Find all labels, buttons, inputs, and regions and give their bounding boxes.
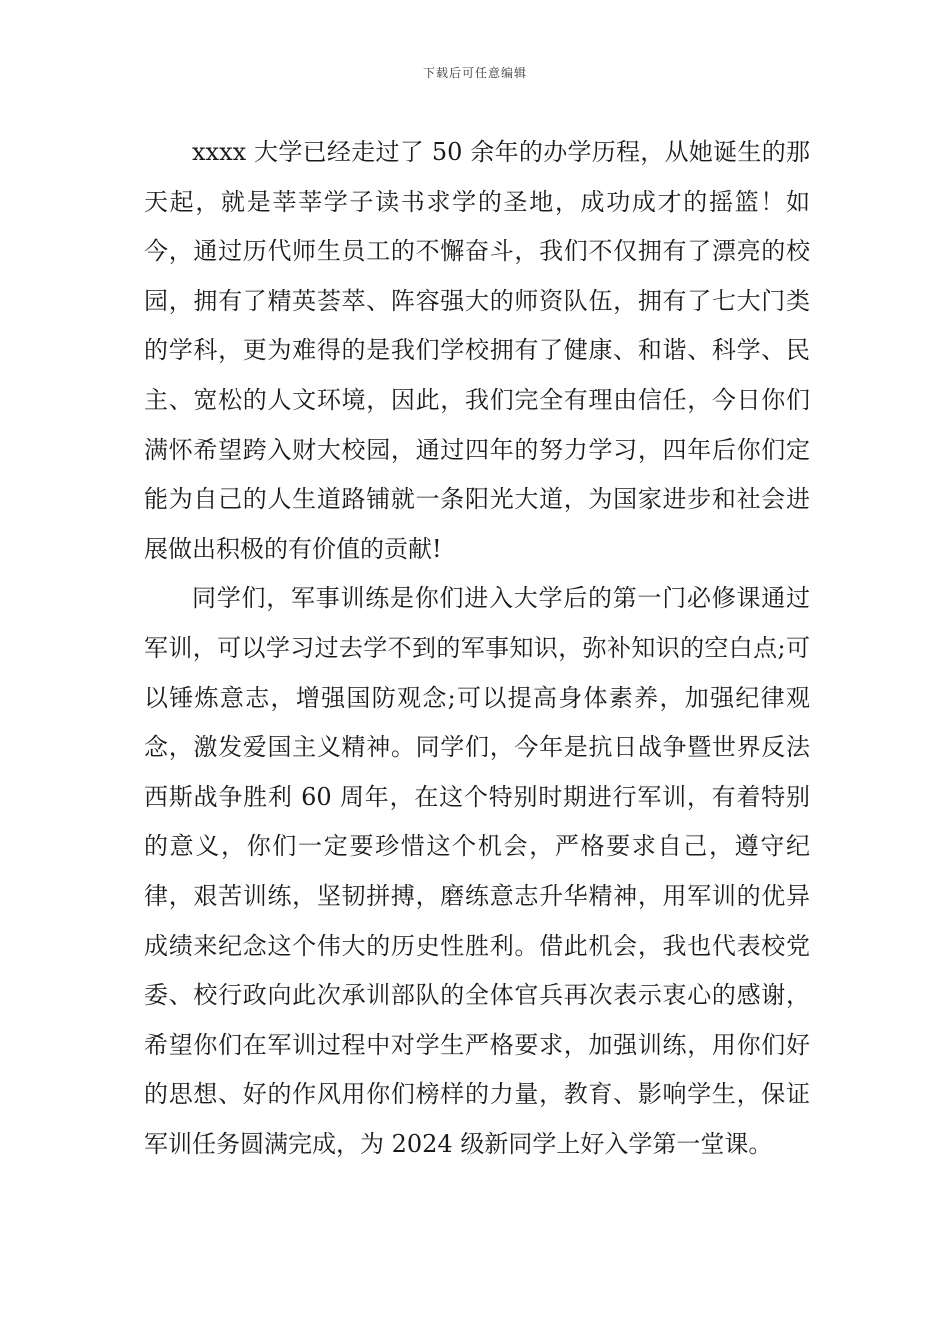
paragraph-1: xxxx 大学已经走过了 50 余年的办学历程，从她诞生的那天起，就是莘莘学子读书求学的圣地，成功成才的摇篮！如今，通过历代师生员工的不懈奋斗，我们不仅拥有了漂亮的校园，拥有了精英荟萃、阵容强大的师资队伍，拥有了七大门类的学科，更为难得的是我们学校拥有了健康、和谐、科学、民主、宽松的人文环境，因此，我们完全有理由信任，今日你们满怀希望跨入财大校园，通过四年的努力学习，四年后你们定能为自己的人生道路铺就一条阳光大道，为国家进步和社会进展做出积极的有价值的贡献! <box>144 138 810 563</box>
paragraph-2: 同学们，军事训练是你们进入大学后的第一门必修课通过军训，可以学习过去学不到的军事知识，弥补知识的空白点;可以锤炼意志，增强国防观念;可以提高身体素养，加强纪律观念，激发爱国主义精神。同学们，今年是抗日战争暨世界反法西斯战争胜利 60 周年，在这个特别时期进行军训，有着特别的意义，你们一定要珍惜这个机会，严格要求自己，遵守纪律，艰苦训练，坚韧拼搏，磨练意志升华精神，用军训的优异成绩来纪念这个伟大的历史性胜利。借此机会，我也代表校党委、校行政向此次承训部队的全体官兵再次表示衷心的感谢，希望你们在军训过程中对学生严格要求，加强训练，用你们好的思想、好的作风用你们榜样的力量，教育、影响学生，保证军训任务圆满完成，为 2024 级新同学上好入学第一堂课。 <box>144 584 810 1158</box>
document-body <box>144 128 810 1169</box>
page-header: 下载后可任意编辑 <box>422 66 527 80</box>
